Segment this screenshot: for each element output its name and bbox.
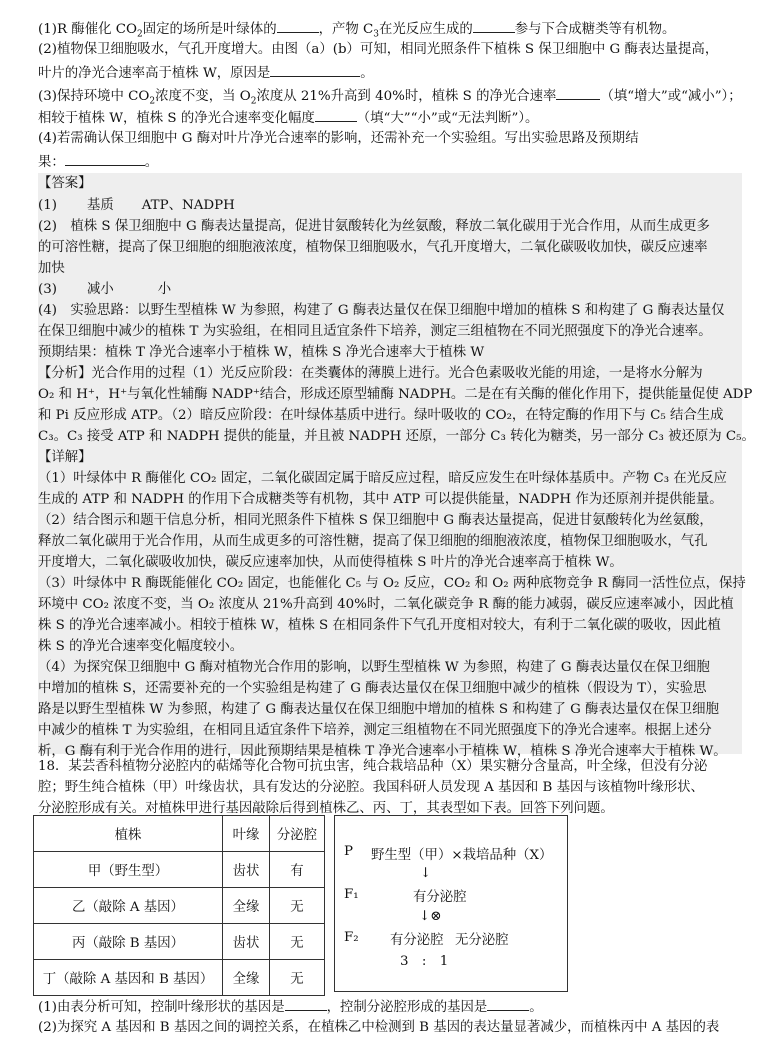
q18-line1: 18．某芸香科植物分泌腔内的萜烯等化合物可抗虫害，纯合栽培品种（X）果实糖分含量高，叶全缘，但没有分泌	[38, 759, 708, 774]
text: 减小	[86, 282, 114, 297]
phenotype-table	[33, 815, 325, 996]
table-cell: 无	[270, 888, 325, 924]
detail-3-line2: 环境中 CO₂ 浓度不变，当 O₂ 浓度从 21%升高到 40%时，二氧化碳竞争 R 酶的能力减弱，碳反应速率减小，因此植	[38, 597, 734, 612]
text: (1)	[38, 198, 57, 213]
text: 浓度从 21%升高到 40%时，植株 S 的净光合速率	[256, 89, 557, 104]
table-cell: 有	[270, 852, 325, 888]
table-row	[34, 852, 325, 888]
answer-4-line3: 预期结果：植株 T 净光合速率小于植株 W，植株 S 净光合速率大于植株 W	[38, 345, 485, 360]
cross-p-text: 野生型（甲）×栽培品种（X）	[371, 848, 553, 863]
table-cell: 全缘	[223, 888, 270, 924]
answer-blank[interactable]	[277, 18, 319, 33]
cross-f2-label: F₂	[344, 930, 359, 945]
cross-f1-text: 有分泌腔	[413, 890, 467, 905]
table-header-cell: 分泌腔	[270, 816, 325, 852]
q18-line3: 分泌腔形成有关。对植株甲进行基因敲除后得到植株乙、丙、丁，其表型如下表。回答下列问题。	[38, 801, 614, 816]
table-header-cell: 植株	[34, 816, 223, 852]
text: 相较于植株 W，植株 S 的净光合速率变化幅度	[38, 111, 315, 126]
text: ATP、NADPH	[141, 198, 235, 213]
answer-blank[interactable]	[473, 18, 515, 33]
detail-4-line4: 中减少的植株 T 为实验组，在相同且适宜条件下培养，测定三组植物在不同光照强度下的净光合速率。根据上述分	[38, 723, 712, 738]
table-row	[34, 888, 325, 924]
detail-1-line1: （1）叶绿体中 R 酶催化 CO₂ 固定，二氧化碳固定属于暗反应过程，暗反应发生在叶绿体基质中。产物 C₃ 在光反应	[38, 471, 727, 486]
text: 浓度不变，当 O	[155, 89, 251, 104]
q17-part2-line1: (2)植物保卫细胞吸水，气孔开度增大。由图（a）(b）可知，相同光照条件下植株 S 保卫细胞中 G 酶表达量提高，	[38, 42, 719, 57]
answer-4-line1: (4) 实验思路：以野生型植株 W 为参照，构建了 G 酶表达量仅在保卫细胞中增加的植株 S 和构建了 G 酶表达量仅	[38, 303, 725, 318]
text: 果：	[38, 155, 65, 170]
self-cross-arrow-icon: ↓⊗	[419, 909, 442, 924]
answer-3	[38, 280, 171, 300]
text: 在光反应生成的	[379, 22, 473, 37]
text: ，控制分泌腔形成的基因是	[326, 1000, 488, 1015]
cross-f1-label: F₁	[344, 887, 359, 902]
arrow-down-icon: ↓	[420, 866, 432, 881]
cross-diagram	[334, 815, 568, 992]
phenotype-table-container	[33, 815, 325, 996]
table-row	[34, 960, 325, 996]
subscript: 2	[136, 29, 143, 40]
answer-blank[interactable]	[285, 996, 327, 1011]
detail-1-line2: 生成的 ATP 和 NADPH 的作用下合成糖类等有机物，其中 ATP 可以提供能量，NADPH 作为还原剂并提供能量。	[38, 492, 723, 507]
text: (1)由表分析可知，控制叶缘形状的基因是	[38, 1000, 285, 1015]
cross-ratio: 3 : 1	[400, 954, 449, 969]
q17-part2-line2	[38, 62, 374, 84]
text: 叶片的净光合速率高于植株 W，原因是	[38, 66, 271, 81]
answer-heading: 【答案】	[38, 176, 92, 191]
detail-2-line1: （2）结合图示和题干信息分析，相同光照条件下植株 S 保卫细胞中 G 酶表达量提高，促进甘氨酸转化为丝氨酸，	[38, 513, 713, 528]
text: 。	[144, 155, 159, 170]
detail-2-line3: 开度增大，二氧化碳吸收加快，碳反应速率加快，从而使得植株 S 叶片的净光合速率高于植株 W。	[38, 555, 623, 570]
detail-4-line5: 析，G 酶有利于光合作用的进行，因此预期结果是植株 T 净光合速率小于植株 W，植株 S 净光合速率大于植株 W。	[38, 744, 727, 759]
detail-4-line1: （4）为探究保卫细胞中 G 酶对植物光合作用的影响，以野生型植株 W 为参照，构建了 G 酶表达量仅在保卫细胞	[38, 660, 710, 675]
table-cell: 齿状	[223, 924, 270, 960]
answer-blank[interactable]	[556, 85, 600, 100]
table-cell: 齿状	[223, 852, 270, 888]
subscript: 2	[250, 96, 257, 107]
q17-part4-line1: (4)若需确认保卫细胞中 G 酶对叶片净光合速率的影响，还需补充一个实验组。写出实验思路及预期结	[38, 131, 639, 146]
q18-sub1	[38, 996, 543, 1018]
text: (1)R 酶催化 CO	[38, 22, 137, 37]
table-cell: 乙（敲除 A 基因）	[34, 888, 223, 924]
q17-part3-line2	[38, 107, 538, 129]
cross-f2-with-cavity: 有分泌腔	[390, 933, 444, 948]
analysis-line2: O₂ 和 H⁺，H⁺与氧化性辅酶 NADP⁺结合，形成还原型辅酶 NADPH。二是在有关酶的催化作用下，提供能量促使 ADP	[38, 387, 753, 402]
answer-2-line2: 的可溶性糖，提高了保卫细胞的细胞液浓度，植物保卫细胞吸水，气孔开度增大，二氧化碳吸收加快，碳反应速率	[38, 240, 708, 255]
answer-blank[interactable]	[270, 62, 360, 77]
text: 。	[529, 1000, 543, 1015]
table-cell: 无	[270, 960, 325, 996]
answer-1	[38, 196, 235, 216]
subscript: 2	[149, 96, 156, 107]
table-cell: 全缘	[223, 960, 270, 996]
analysis-line3: 和 Pi 反应形成 ATP。（2）暗反应阶段：在叶绿体基质中进行。绿叶吸收的 CO₂，在特定酶的作用下与 C₅ 结合生成	[38, 408, 724, 423]
detail-4-line2: 中增加的植株 S，还需要补充的一个实验组是构建了 G 酶表达量仅在保卫细胞中减少的植株（假设为 T），实验思	[38, 681, 707, 696]
detail-3-line1: （3）叶绿体中 R 酶既能催化 CO₂ 固定，也能催化 C₅ 与 O₂ 反应，CO₂ 和 O₂ 两种底物竞争 R 酶同一活性位点，保持	[38, 576, 746, 591]
q17-part4-line2	[38, 151, 158, 173]
table-header-cell: 叶缘	[223, 816, 270, 852]
subscript: 3	[373, 29, 380, 40]
answer-2-line3: 加快	[38, 261, 65, 276]
table-cell: 丁（敲除 A 基因和 B 基因）	[34, 960, 223, 996]
table-cell: 甲（野生型）	[34, 852, 223, 888]
analysis-line1: 【分析】光合作用的过程（1）光反应阶段：在类囊体的薄膜上进行。光合色素吸收光能的用途，一是将水分解为	[38, 366, 703, 381]
text: ，产物 C	[318, 22, 374, 37]
detail-4-line3: 路是以野生型植株 W 为参照，构建了 G 酶表达量仅在保卫细胞中增加的植株 S 和构建了 G 酶表达量仅在保卫细胞	[38, 702, 719, 717]
text: 基质	[86, 198, 114, 213]
cross-f2-without-cavity: 无分泌腔	[455, 933, 509, 948]
detail-3-line4: 株 S 的净光合速率变化幅度较小。	[38, 639, 244, 654]
cross-p-label: P	[344, 844, 354, 859]
table-cell: 无	[270, 924, 325, 960]
answer-blank[interactable]	[65, 151, 145, 166]
q18-sub2: (2)为探究 A 基因和 B 基因之间的调控关系，在植株乙中检测到 B 基因的表达量显著减少，而植株丙中 A 基因的表	[38, 1020, 720, 1035]
text: 参与下合成糖类等有机物。	[514, 22, 676, 37]
text: 小	[157, 282, 172, 297]
text: (3)	[38, 282, 57, 297]
detail-2-line2: 释放二氧化碳用于光合作用，从而生成更多的可溶性糖，提高了保卫细胞的细胞液浓度，植物保卫细胞吸水，气孔	[38, 534, 708, 549]
detail-3-line3: 株 S 的净光合速率减小。相较于植株 W，植株 S 在相同条件下气孔开度相对较大，有利于二氧化碳的吸收，因此植	[38, 618, 721, 633]
text: 固定的场所是叶绿体的	[142, 22, 277, 37]
analysis-line4: C₃。C₃ 接受 ATP 和 NADPH 提供的能量，并且被 NADPH 还原，一部分 C₃ 转化为糖类，另一部分 C₃ 被还原为 C₅。	[38, 429, 755, 444]
detail-heading: 【详解】	[38, 450, 92, 465]
answer-4-line2: 在保卫细胞中减少的植株 T 为实验组，在相同且适宜条件下培养，测定三组植物在不同光照强度下的净光合速率。	[38, 324, 712, 339]
text: （填“大”“小”或“无法判断”）。	[356, 111, 539, 126]
text: (3)保持环境中 CO	[38, 89, 150, 104]
table-row	[34, 924, 325, 960]
table-header-row	[34, 816, 325, 852]
answer-2-line1: (2) 植株 S 保卫细胞中 G 酶表达量提高，促进甘氨酸转化为丝氨酸，释放二氧化碳用于光合作用，从而生成更多	[38, 219, 710, 234]
answer-blank[interactable]	[487, 996, 529, 1011]
text: （填“增大”或“减小”）；	[600, 89, 742, 104]
table-cell: 丙（敲除 B 基因）	[34, 924, 223, 960]
answer-blank[interactable]	[315, 107, 357, 122]
q18-line2: 腔；野生纯合植株（甲）叶缘齿状，具有发达的分泌腔。我国科研人员发现 A 基因和 B 基因与该植物叶缘形状、	[38, 780, 704, 795]
text: 。	[360, 66, 374, 81]
